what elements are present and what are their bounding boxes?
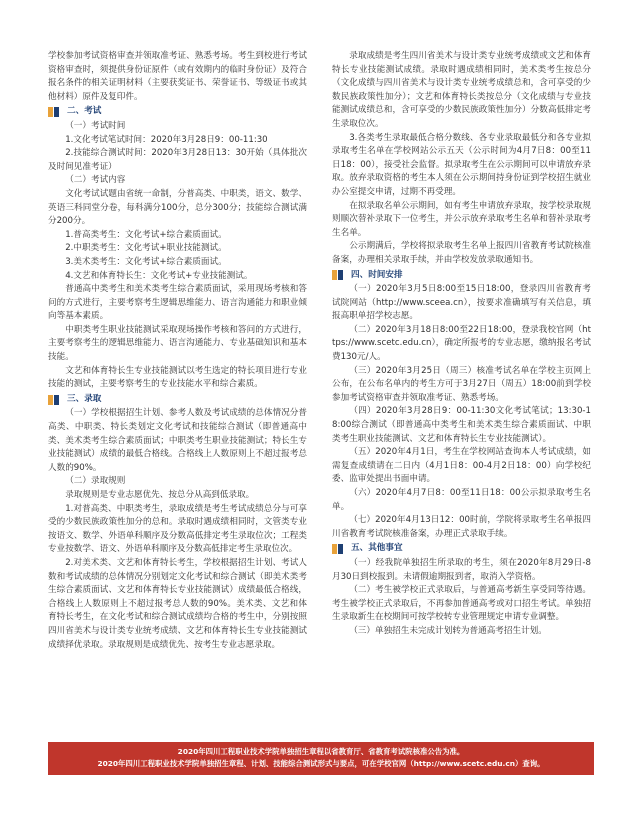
exam-vocational-paragraph: 中职类考生职业技能测试采取现场操作考核和答问的方式进行，主要考察考生的逻辑思维能力、语言沟通能力、专业基础知识和基本技能。 — [48, 324, 307, 363]
section-heading-schedule: 四、时间安排 — [332, 269, 591, 283]
exam-time-skills: 2.技能综合测试时间：2020年3月28日13：30开始（具体批次及时间见准考证） — [48, 148, 307, 172]
schedule-item-4: （四）2020年3月28日9：00-11:30文化考试笔试；13:30-18:00综合测试（即普通高中类考生和美术类生综合素质面试、中职类考生职业技能测试、文艺和体育特长生专业技能测试）。 — [332, 406, 591, 444]
section-heading-admission: 三、录取 — [48, 393, 307, 407]
admission-publicity-paragraph: 3.各类考生录取最低合格分数线、各专业录取最低分和各专业拟录取考生名单在学校网站公示五天（公示时间为4月7日8：00至11日18：00），接受社会监督。拟录取考生在公示期间可以申请放弃录取。放弃录取资格的考生本人须在公示期间持身份证到学校招生就业办公室提交申请，过期不再受理。 — [332, 132, 591, 197]
section-bar-orange-icon — [48, 107, 53, 117]
schedule-item-2: （二）2020年3月18日8:00至22日18:00，登录我校官网（https://www.scetc.edu.cn），确定所报考的专业志愿，缴纳报名考试费130元/人。 — [332, 324, 591, 363]
schedule-item-3: （三）2020年3月25日（周三）核准考试名单在学校主页网上公布，在公布名单内的考生方可于3月27日（周五）18:00前到学校参加考试资格审查并领取准考证、熟悉考场。 — [332, 365, 591, 403]
right-column — [332, 50, 591, 639]
admission-rules-paragraph: 录取规则是专业志愿优先、按总分从高到低录取。 — [65, 490, 255, 500]
section-heading-other: 五、其他事宜 — [332, 542, 591, 556]
schedule-item-6: （六）2020年4月7日8：00至11日18：00公示拟录取考生名单。 — [332, 488, 591, 512]
footer-banner — [48, 742, 594, 775]
admission-score-paragraph: 录取成绩是考生四川省美术与设计类专业统考成绩或文艺和体育特长专业技能测试成绩。录取时遇成绩相同时，美术类考生按总分（文化成绩与四川省美术与设计类专业统考成绩总和，含可享受的少数民族政策性加分）；文艺和体育特长类按总分（文化成绩与专业技能测试成绩总和，含可享受的少数民族政策性加分）分数高低排定考生录取位次。 — [332, 51, 591, 129]
section-bar-navy-icon — [338, 270, 343, 280]
section-heading-exam: 二、考试 — [48, 105, 307, 119]
admission-notice-paragraph: 公示期满后，学校将拟录取考生名单上报四川省教育考试院核准备案，办理相关录取手续，并由学校发放录取通知书。 — [332, 241, 591, 265]
admission-substitute-paragraph: 在拟录取名单公示期间，如有考生申请放弃录取，按学校录取规则顺次替补录取下一位考生，并公示放弃录取考生名单和替补录取考生名单。 — [332, 200, 591, 238]
section-bar-orange-icon — [332, 544, 337, 554]
exam-content-paragraph: 文化考试试题由省统一命制，分普高类、中职类，语文、数学、英语三科同堂分卷，每科满分100分，总分300分；技能综合测试满分200分。 — [48, 188, 307, 227]
other-item-1: （一）经我院单独招生所录取的考生，须在2020年8月29日-8月30日到校报到。未请假逾期报到者，取消入学资格。 — [332, 557, 591, 582]
exam-item-art: 3.美术类考生：文化考试+综合素质面试。 — [65, 256, 227, 267]
admission-rule-2: 2.对美术类、文艺和体育特长考生，学校根据招生计划、考试人数和考试成绩的总体情况分别划定文化考试和综合测试（即美术类考生综合素质面试、文艺和体育特长专业技能测试）成绩最低合格线，合格线上人数原则上不超过报考总人数的90%。美术类、文艺和体育特长考生，在文化考试和综合测试成绩均合格的考生中，分别按照四川省美术与设计类专业统考成绩、文艺和体育特长生专业技能测试成绩择优录取。录取规则是成绩优先、按考生专业志愿录取。 — [48, 557, 307, 650]
section-bar-orange-icon — [48, 395, 53, 405]
exam-item-specialty: 4.文艺和体育特长生：文化考试+专业技能测试。 — [65, 270, 253, 281]
section-bar-navy-icon — [54, 395, 59, 405]
admission-rules-subheading: （二）录取规则 — [65, 476, 126, 487]
intro-paragraph: 学校参加考试资格审查并领取准考证、熟悉考场。考生到校进行考试资格审查时，须提供身份证原件（或有效期内的临时身份证）及符合报名条件的相关证明材料（主要获奖证书、荣誉证书、等级证书或其他材料）原件及复印件。 — [48, 51, 307, 102]
footer-line-1: 2020年四川工程职业技术学院单独招生章程以省教育厅、省教育考试院核准公告为准。 — [177, 747, 465, 756]
schedule-item-5: （五）2020年4月1日，考生在学校网站查询本人考试成绩，如需复查成绩请在二日内（4月1日8：00-4月2日18：00）向学校纪委、监审处提出书面申请。 — [332, 447, 591, 485]
exam-time-subheading: （一）考试时间 — [65, 120, 126, 131]
admission-paragraph-1: （一）学校根据招生计划、参考人数及考试成绩的总体情况分普高类、中职类、特长类划定文化考试和技能综合测试（即普通高中类、美术类考生综合素质面试；中职类考生职业技能测试；特长生专业技能测试）成绩的最低合格线。合格线上人数原则上不超过报考总人数的90%。 — [48, 408, 307, 473]
schedule-item-7: （七）2020年4月13日12：00时前，学院将录取考生名单报四川省教育考试院核准备案，办理正式录取手续。 — [332, 515, 591, 539]
exam-interview-paragraph: 普通高中类考生和美术类考生综合素质面试，采用现场考核和答问的方式进行，主要考察考生逻辑思维能力、语言沟通能力和职业倾向等基本素质。 — [48, 284, 307, 322]
section-bar-orange-icon — [332, 270, 337, 280]
other-item-2: （二）考生被学校正式录取后，与普通高考新生享受同等待遇。考生被学校正式录取后，不再参加普通高考或对口招生考试。单独招生录取新生在校期间可按学校转专业管理规定申请专业调整。 — [332, 585, 591, 623]
exam-item-general: 1.普高类考生：文化考试+综合素质面试。 — [65, 229, 227, 240]
exam-specialty-paragraph: 文艺和体育特长生专业技能测试以考生选定的特长项目进行专业技能的测试，主要考察考生的专业技能水平和综合素质。 — [48, 365, 307, 390]
schedule-item-1: （一）2020年3月5日8:00至15日18:00，登录四川省教育考试院网站（http://www.sceea.cn），按要求准确填写有关信息，填报高职单招学校志愿。 — [332, 284, 591, 322]
exam-content-subheading: （二）考试内容 — [65, 175, 126, 186]
left-column — [48, 50, 307, 652]
footer-line-2: 2020年四川工程职业技术学院单独招生章程、计划、技能综合测试形式与要点，可在学校官网（http://www.scetc.edu.cn）查询。 — [97, 759, 545, 768]
admission-rule-1: 1.对普高类、中职类考生，录取成绩是考生考试成绩总分与可享受的少数民族政策性加分的总和。录取时遇成绩相同时，文管类专业按语文、数学、外语单科顺序及分数高低排定考生录取位次；工程类专业按数学、语文、外语单科顺序及分数高低排定考生录取位次。 — [48, 503, 307, 555]
section-bar-navy-icon — [54, 107, 59, 117]
other-item-3: （三）单独招生未完成计划转为普通高考招生计划。 — [349, 625, 547, 636]
exam-time-written: 1.文化考试笔试时间：2020年3月28日9：00-11:30 — [65, 134, 268, 145]
section-bar-navy-icon — [338, 544, 343, 554]
exam-item-vocational: 2.中职类考生：文化考试+职业技能测试。 — [65, 243, 227, 254]
